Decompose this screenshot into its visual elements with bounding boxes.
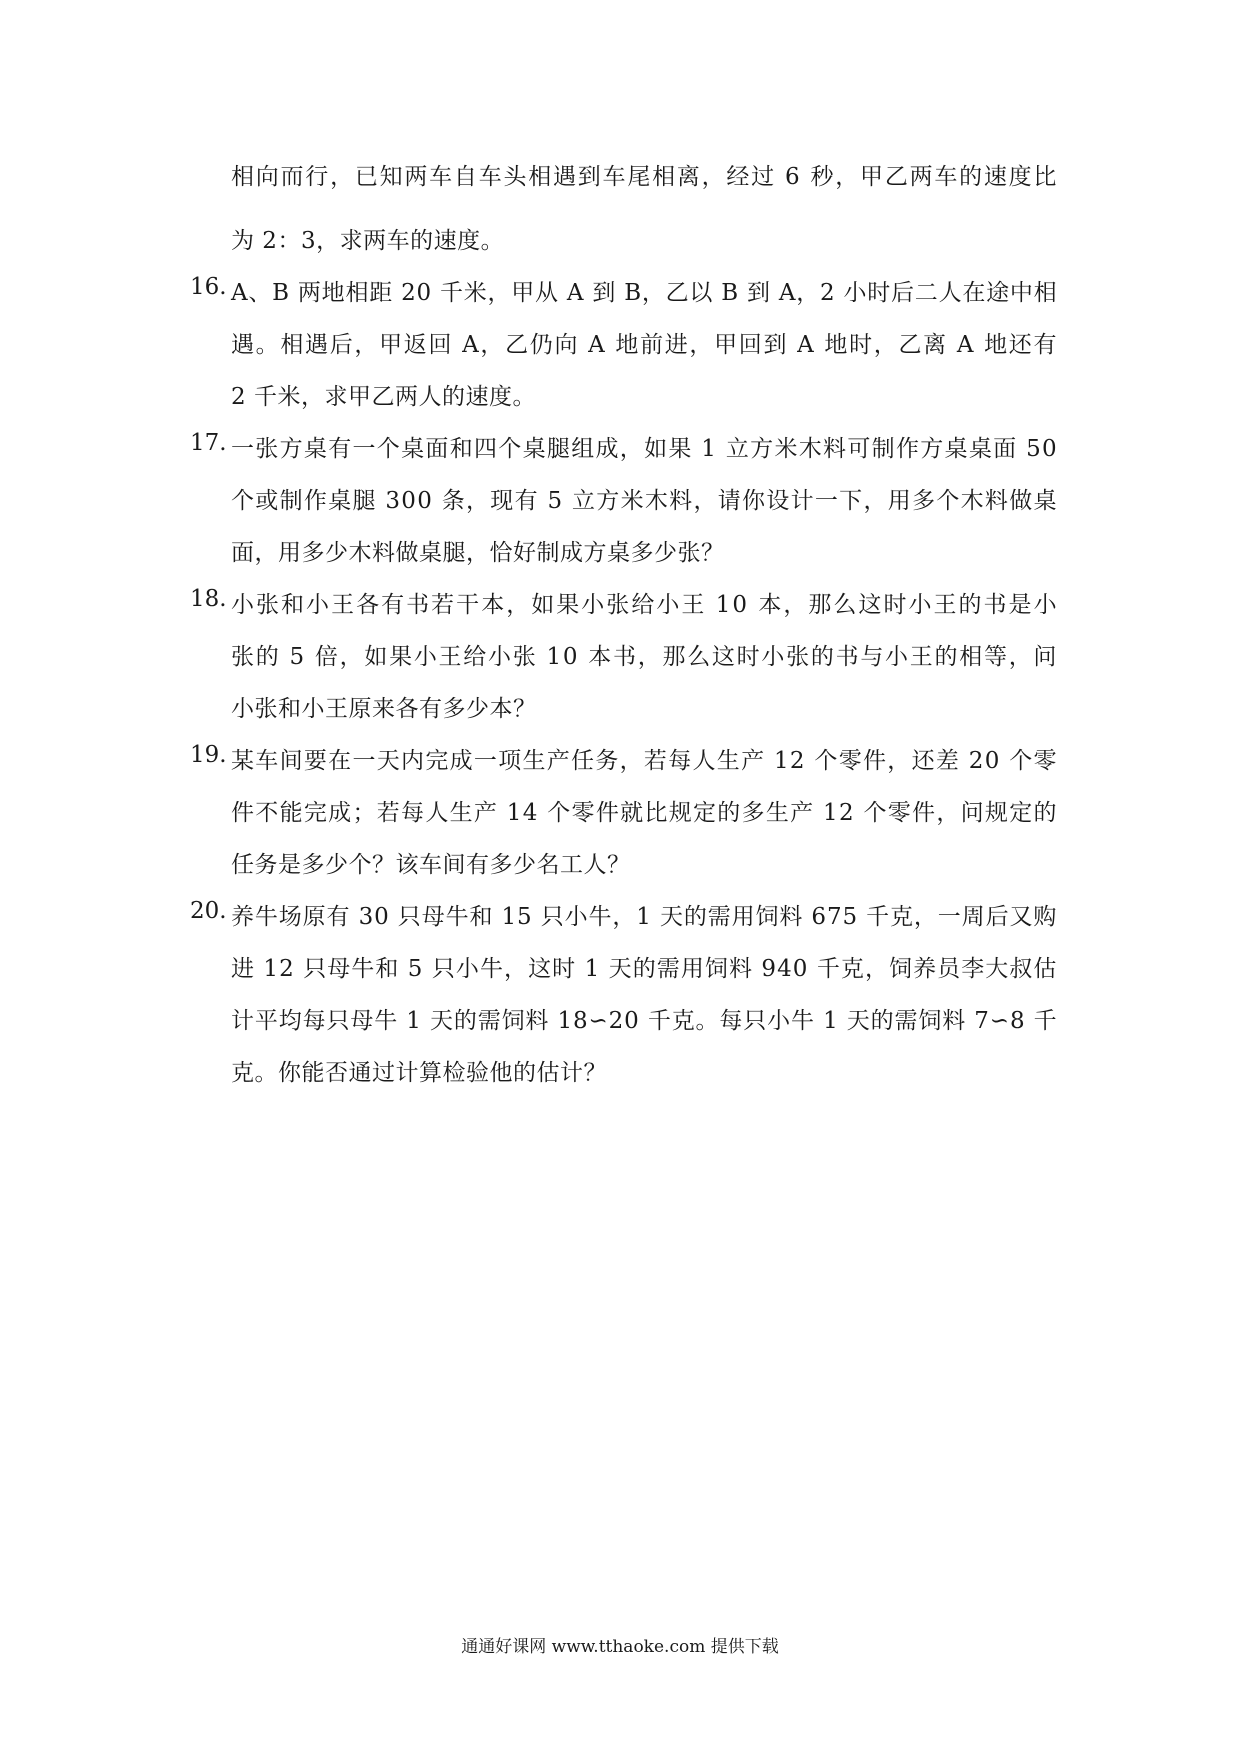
problem-20-line-4: 克。你能否通过计算检验他的估计？ xyxy=(231,1060,607,1086)
problem-16-line-3: 2 千米，求甲乙两人的速度。 xyxy=(231,384,536,410)
problem-16-number: 16. xyxy=(190,274,227,300)
problem-20-line-3: 计平均每只母牛 1 天的需饲料 18∽20 千克。每只小牛 1 天的需饲料 7∽8 千 xyxy=(231,1008,1058,1034)
problem-17-number: 17. xyxy=(190,430,227,456)
problem-16-line-1: A、B 两地相距 20 千米，甲从 A 到 B，乙以 B 到 A，2 小时后二人在途中相 xyxy=(231,280,1058,306)
problem-18-line-2: 张的 5 倍，如果小王给小张 10 本书，那么这时小张的书与小王的相等，问 xyxy=(231,644,1059,670)
problem-15-line-3: 为 2：3，求两车的速度。 xyxy=(231,228,505,254)
problem-17-line-1: 一张方桌有一个桌面和四个桌腿组成，如果 1 立方米木料可制作方桌桌面 50 xyxy=(231,436,1058,462)
problem-19-number: 19. xyxy=(190,742,227,768)
problem-16-line-2: 遇。相遇后，甲返回 A，乙仍向 A 地前进，甲回到 A 地时，乙离 A 地还有 xyxy=(231,332,1059,358)
problem-20-number: 20. xyxy=(190,898,227,924)
problem-19-line-2: 件不能完成；若每人生产 14 个零件就比规定的多生产 12 个零件，问规定的 xyxy=(231,800,1058,826)
problem-17-line-3: 面，用多少木料做桌腿，恰好制成方桌多少张？ xyxy=(231,540,725,566)
problem-18-number: 18. xyxy=(190,586,227,612)
page-footer: 通通好课网 www.tthaoke.com 提供下载 xyxy=(461,1637,779,1657)
problem-17-line-2: 个或制作桌腿 300 条，现有 5 立方米木料，请你设计一下，用多个木料做桌 xyxy=(231,488,1058,514)
problem-18-line-3: 小张和小王原来各有多少本？ xyxy=(231,696,537,722)
problem-19-line-1: 某车间要在一天内完成一项生产任务，若每人生产 12 个零件，还差 20 个零 xyxy=(231,748,1058,774)
problem-19-line-3: 任务是多少个？该车间有多少名工人？ xyxy=(231,852,631,878)
problem-15-line-2: 相向而行，已知两车自车头相遇到车尾相离，经过 6 秒，甲乙两车的速度比 xyxy=(231,164,1059,190)
problem-18-line-1: 小张和小王各有书若干本，如果小张给小王 10 本，那么这时小王的书是小 xyxy=(231,592,1059,618)
problem-20-line-1: 养牛场原有 30 只母牛和 15 只小牛，1 天的需用饲料 675 千克，一周后又购 xyxy=(231,904,1058,930)
problem-20-line-2: 进 12 只母牛和 5 只小牛，这时 1 天的需用饲料 940 千克，饲养员李大叔估 xyxy=(231,956,1058,982)
